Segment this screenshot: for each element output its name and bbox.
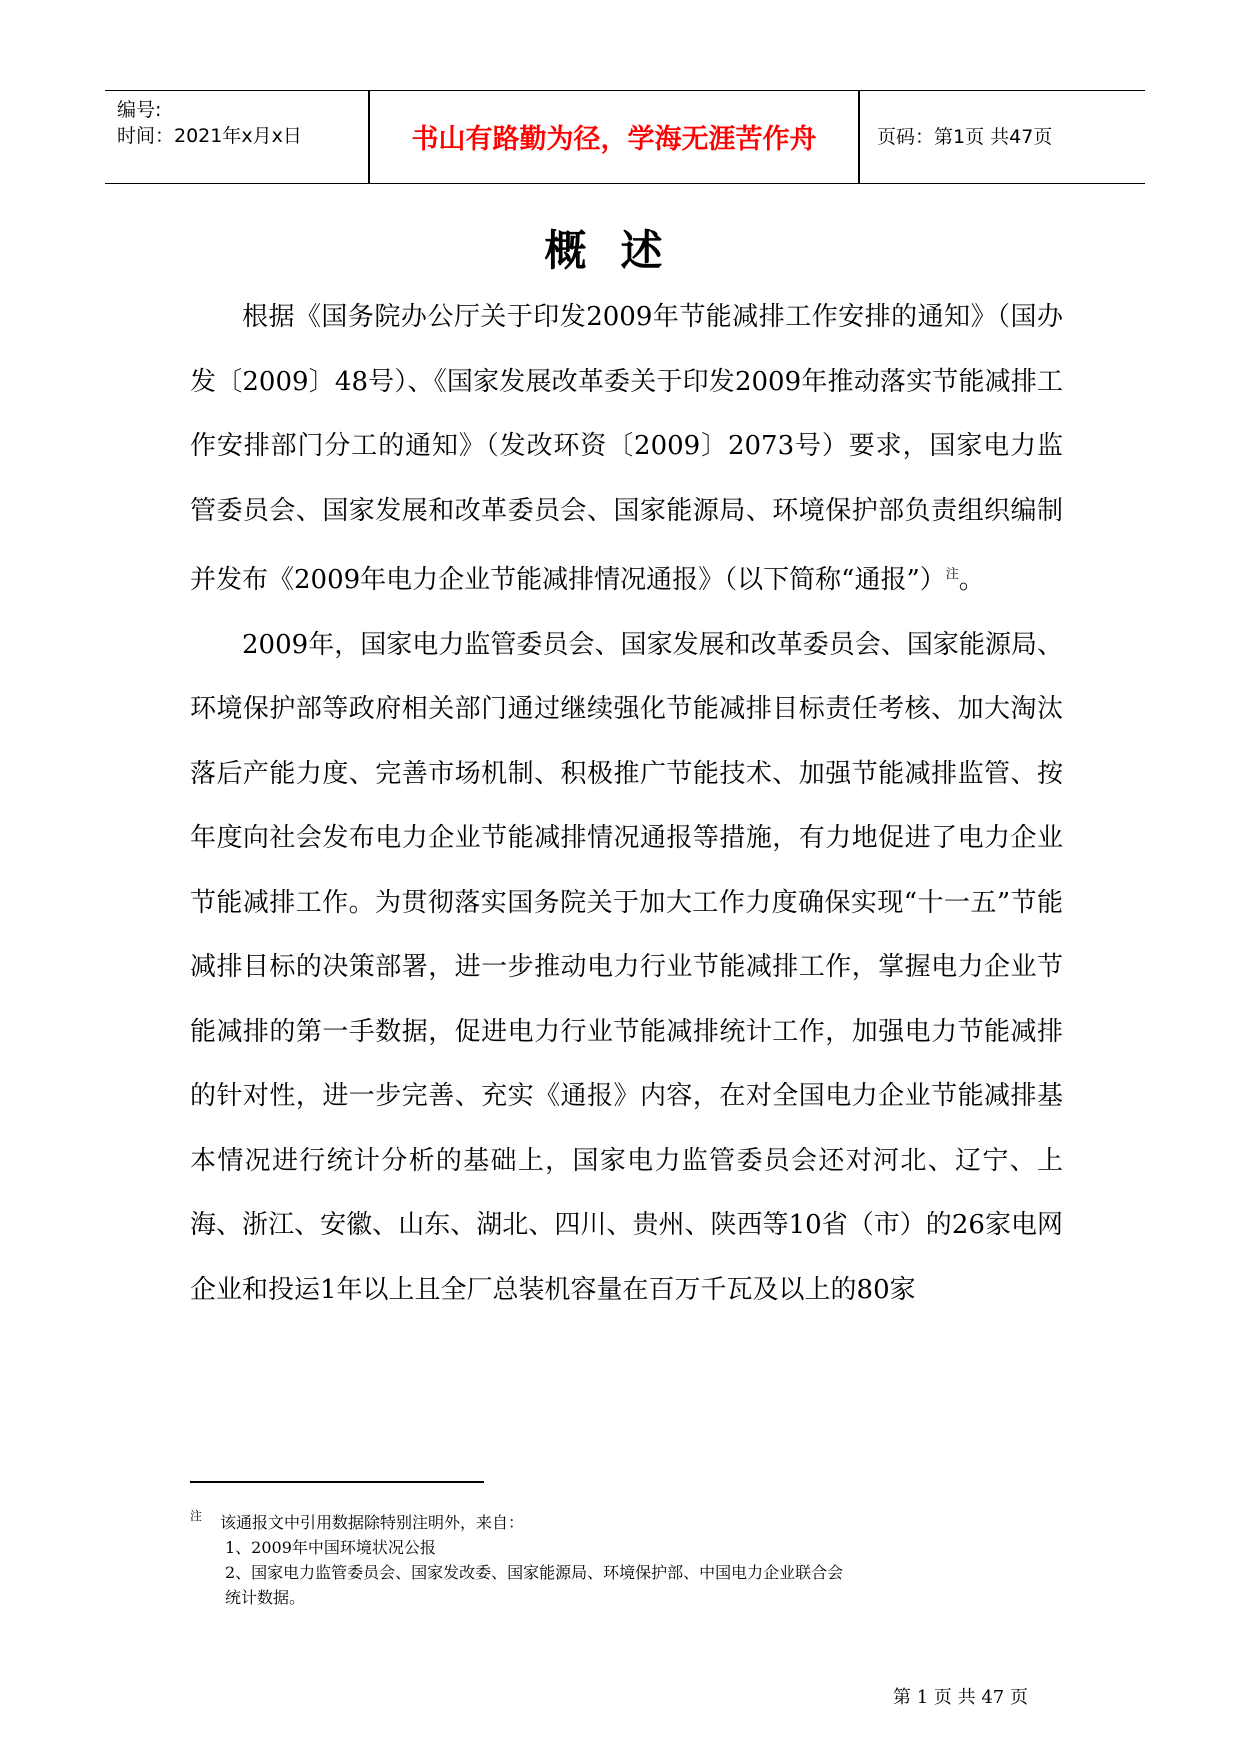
document-title: 概述 [544,226,697,275]
footnote-item: 1、2009年中国环境状况公报 [225,1538,436,1557]
header-motto: 书山有路勤为径，学海无涯苦作舟 [411,124,817,155]
document-code-label: 编号: [117,99,162,121]
header-page-number: 页码：第1页 共47页 [877,126,1053,148]
document-body [190,285,1063,1322]
page-header [105,90,1145,184]
paragraph [190,285,1063,613]
paragraph: 2009年，国家电力监管委员会、国家发展和改革委员会、国家能源局、环境保护部等政府相关部门通过继续强化节能减排目标责任考核、加大淘汰落后产能力度、完善市场机制、积极推广节能技术、加强节能减排监管、按年度向社会发布电力企业节能减排情况通报等措施，有力地促进了电力企业节能减排工作。为贯彻落实国务院关于加大工作力度确保实现“十一五”节能减排目标的决策部署，进一步推动电力行业节能减排工作，掌握电力企业节能减排的第一手数据，促进电力行业节能减排统计工作，加强电力节能减排的针对性，进一步完善、充实《通报》内容，在对全国电力企业节能减排基本情况进行统计分析的基础上，国家电力监管委员会还对河北、辽宁、上海、浙江、安徽、山东、湖北、四川、贵州、陕西等10省（市）的26家电网企业和投运1年以上且全厂总装机容量在百万千瓦及以上的80家 [190,629,1063,1305]
paragraph-text: 根据《国务院办公厅关于印发2009年节能减排工作安排的通知》（国办发〔2009〕48号）、《国家发展改革委关于印发2009年推动落实节能减排工作安排部门分工的通知》（发改环资〔2009〕2073号）要求，国家电力监管委员会、国家发展和改革委员会、国家能源局、环境保护部负责组织编制并发布《2009年电力企业节能减排情况通报》（以下简称“通报”） [190,302,1063,595]
page-footer: 第 1 页 共 47 页 [893,1687,1028,1708]
footnote-mark: 注 [190,1509,203,1523]
paragraph-end: 。 [958,565,985,595]
footnote-reference: 注 [945,567,959,582]
header-divider [858,91,860,183]
footnote-separator [190,1481,484,1483]
document-time-label: 时间：2021年x月x日 [117,125,302,147]
footnote-item: 2、国家电力监管委员会、国家发改委、国家能源局、环境保护部、中国电力企业联合会 [225,1563,844,1582]
footnotes [190,1510,1050,1610]
header-meta [117,91,372,183]
footnote-intro: 该通报文中引用数据除特别注明外，来自： [220,1513,525,1532]
footnote-lead [190,1510,1050,1535]
footnote-continuation: 统计数据。 [225,1588,306,1607]
